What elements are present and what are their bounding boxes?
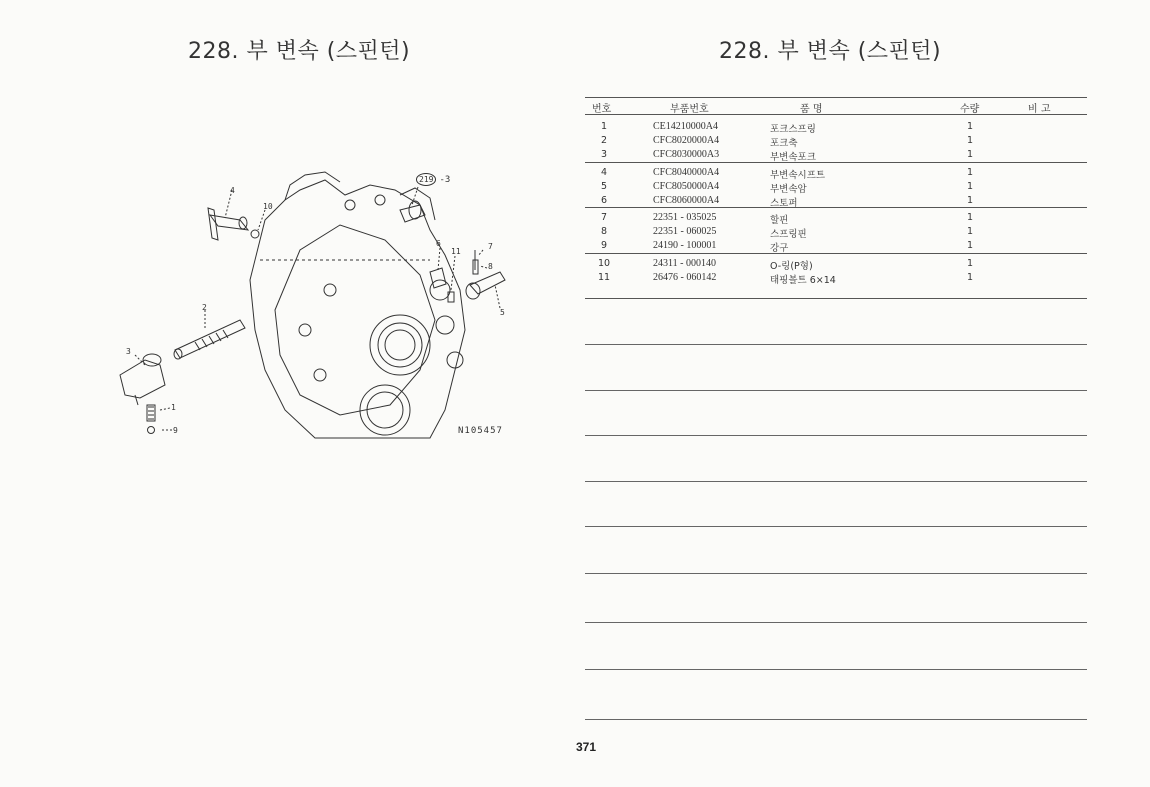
table-row <box>585 121 1087 135</box>
callout-2: 2 <box>202 303 207 312</box>
row-quantity: 1 <box>967 258 974 269</box>
row-part-number: 24311 - 000140 <box>653 258 716 269</box>
o-ring-10 <box>251 230 259 238</box>
row-number: 4 <box>600 167 608 178</box>
blank-line <box>585 390 1087 391</box>
callout-5: 5 <box>500 308 505 317</box>
callout-6: 6 <box>436 239 441 248</box>
table-header-rule <box>585 114 1087 115</box>
row-part-name: 스토퍼 <box>770 198 798 209</box>
row-part-name: 포크스프링 <box>770 124 816 135</box>
drawing-code: N105457 <box>458 426 503 436</box>
table-row <box>585 149 1087 163</box>
blank-line <box>585 622 1087 623</box>
table-row <box>585 258 1087 272</box>
callout-9: 9 <box>173 426 178 435</box>
reference-number: 219 <box>416 173 436 186</box>
blank-line <box>585 719 1087 720</box>
row-number: 8 <box>600 226 608 237</box>
header-part-number: 부품번호 <box>670 104 709 115</box>
table-row <box>585 135 1087 149</box>
reference-suffix: -3 <box>439 174 451 185</box>
row-part-name: 할핀 <box>770 215 789 226</box>
row-part-name: 스프링핀 <box>770 229 807 240</box>
row-part-number: CE14210000A4 <box>653 121 718 132</box>
row-number: 11 <box>598 272 611 283</box>
table-row <box>585 226 1087 240</box>
row-quantity: 1 <box>967 121 974 132</box>
fork-shaft-2 <box>175 320 245 358</box>
right-page-title: 228. 부 변속 (스핀턴) <box>719 39 942 64</box>
row-part-name: 강구 <box>770 243 789 254</box>
housing-outline <box>250 180 465 438</box>
page-number: 371 <box>576 740 597 754</box>
blank-line <box>585 573 1087 574</box>
row-number: 5 <box>600 181 608 192</box>
row-number: 9 <box>600 240 608 251</box>
callout-1: 1 <box>171 403 176 412</box>
row-part-number: 26476 - 060142 <box>653 272 717 283</box>
blank-line <box>585 526 1087 527</box>
row-part-name: 포크축 <box>770 138 798 149</box>
header-quantity: 수량 <box>960 104 980 115</box>
left-page-title: 228. 부 변속 (스핀턴) <box>188 39 411 64</box>
blank-line <box>585 669 1087 670</box>
row-part-number: CFC8020000A4 <box>653 135 720 146</box>
row-quantity: 1 <box>967 240 974 251</box>
fork-spring-1 <box>148 407 154 419</box>
blank-line <box>585 435 1087 436</box>
reference-tag <box>416 173 450 186</box>
callout-11: 11 <box>451 247 461 256</box>
exploded-parts-diagram <box>100 160 530 450</box>
row-part-name: 부변속시프트 <box>770 170 826 181</box>
row-part-number: 22351 - 035025 <box>653 212 717 223</box>
callout-4: 4 <box>230 186 235 195</box>
blank-line <box>585 481 1087 482</box>
row-quantity: 1 <box>967 135 974 146</box>
shift-fork-3 <box>120 360 165 398</box>
callout-3: 3 <box>126 347 131 356</box>
row-quantity: 1 <box>967 167 974 178</box>
row-number: 1 <box>600 121 608 132</box>
header-remarks: 비 고 <box>1028 104 1051 115</box>
row-part-name: 부변속암 <box>770 184 807 195</box>
bearing-bore-upper <box>370 315 430 375</box>
row-quantity: 1 <box>967 195 974 206</box>
group-rule <box>585 253 1087 254</box>
table-row <box>585 240 1087 254</box>
row-part-number: 22351 - 060025 <box>653 226 717 237</box>
row-quantity: 1 <box>967 181 974 192</box>
table-row <box>585 167 1087 181</box>
row-part-number: CFC8030000A3 <box>653 149 720 160</box>
row-part-name: 태핑볼트 6×14 <box>770 275 836 286</box>
callout-7: 7 <box>488 242 493 251</box>
row-number: 10 <box>598 258 611 269</box>
row-quantity: 1 <box>967 226 974 237</box>
diagram-drawing <box>100 160 530 450</box>
row-part-number: CFC8050000A4 <box>653 181 720 192</box>
group-rule <box>585 298 1087 299</box>
row-part-number: CFC8060000A4 <box>653 195 720 206</box>
stopper-6 <box>430 268 446 288</box>
row-quantity: 1 <box>967 212 974 223</box>
row-number: 6 <box>600 195 608 206</box>
table-row <box>585 212 1087 226</box>
row-number: 7 <box>600 212 608 223</box>
callout-10: 10 <box>263 202 273 211</box>
row-part-number: 24190 - 100001 <box>653 240 717 251</box>
steel-ball-9 <box>148 427 155 434</box>
row-quantity: 1 <box>967 149 974 160</box>
table-top-rule <box>585 97 1087 98</box>
callout-8: 8 <box>488 262 493 271</box>
row-part-number: CFC8040000A4 <box>653 167 720 178</box>
group-rule <box>585 162 1087 163</box>
header-number: 번호 <box>592 104 612 115</box>
blank-line <box>585 344 1087 345</box>
row-part-name: 부변속포크 <box>770 152 816 163</box>
row-number: 2 <box>600 135 608 146</box>
row-quantity: 1 <box>967 272 974 283</box>
table-row <box>585 272 1087 286</box>
row-part-name: O-링(P형) <box>770 261 813 272</box>
table-row <box>585 181 1087 195</box>
group-rule <box>585 207 1087 208</box>
row-number: 3 <box>600 149 608 160</box>
header-part-name: 품 명 <box>800 104 823 115</box>
